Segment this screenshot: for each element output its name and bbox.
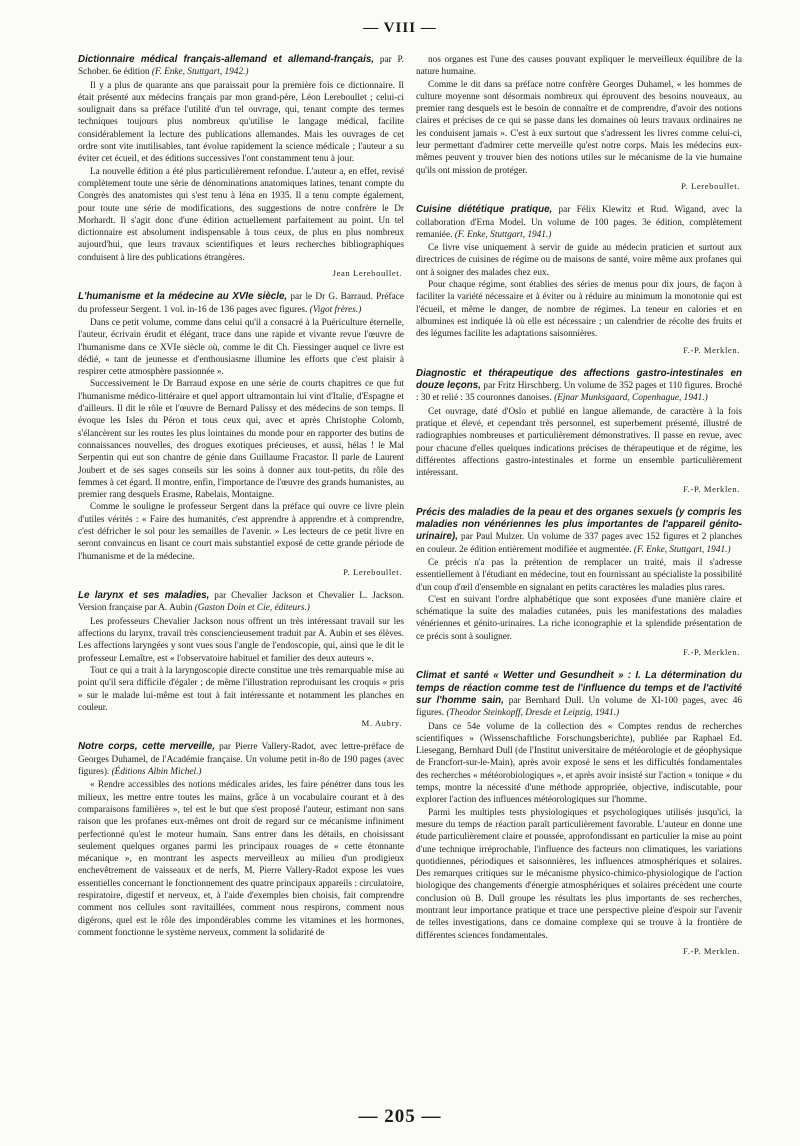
review-title: L'humanisme et la médecine au XVIe siècle,	[78, 291, 288, 303]
review-publisher: (Gaston Doin et Cie, éditeurs.)	[192, 603, 310, 614]
review-details: par Bernhard Dull. Un volume de XI-100 pages, avec 46 figures.	[416, 695, 742, 719]
reviewer-signature: M. Aubry.	[361, 718, 402, 729]
review-heading	[78, 590, 404, 615]
review-publisher: (Ejnar Munksgaard, Copenhague, 1941.)	[551, 393, 708, 404]
review-paragraph: Ce précis n'a pas la prétention de remplacer un traité, mais il s'adresse essentiellement à l'étudiant en médecine, tout en fournissant au spécialiste la possibilité d'un coup d'œil d'ensemble en signalant en petits caractères les maladies plus rares.	[416, 557, 742, 593]
review-details: par Fritz Hirschberg. Un volume de 352 pages et 110 figures. Broché : 30 et relié : 35 couronnes danoises.	[416, 381, 742, 404]
reviewer-signature: Jean Lereboullet.	[332, 268, 402, 279]
reviewer-signature: F.-P. Merklen.	[683, 945, 740, 956]
book-review	[416, 54, 742, 192]
review-paragraph: Les professeurs Chevalier Jackson nous offrent un très intéressant travail sur les affections du larynx, travail très consciencieusement traduit par A. Aubin et ses élèves. Les affections laryngées y sont vues sous l'angle de l'endoscopie, qui, ainsi que le dit le professeur Lemaître, est « l'observatoire habituel et familier des deux auteurs ».	[78, 616, 404, 664]
review-paragraph: Parmi les multiples tests physiologiques et psychologiques utilisés jusqu'ici, la mesure du temps de réaction paraît particulièrement favorable. L'auteur en donne une étude particulièrement claire et poussée, approfondissant en particulier la mise au point d'une technique irréprochable, l'influence des facteurs non climatiques, les variations quotidiennes, périodiques et saisonnières, les influences atmosphériques et solaires. Des remarques critiques sur le mécanisme physico-chimico-physiologique de l'action biologique des changements d'énergie atmosphériques et solaires précèdent une courte conclusion où B. Dull groupe les résultats les plus importants de ses recherches, montrant leur importance pratique et trace une perspective pleine d'espoir sur l'avenir de telles investigations, dans ce domaine complexe qui se trouve à la frontière de différentes sciences fondamentales.	[416, 807, 742, 941]
reviewer-signature: P. Lereboullet.	[681, 180, 740, 191]
review-details: par Félix Klewitz et Rud. Wigand, avec la collaboration d'Erna Model. Un volume de 100 pages. 3e édition, complètement remaniée.	[416, 205, 742, 240]
review-heading	[416, 507, 742, 556]
book-review	[416, 507, 742, 659]
book-review	[416, 204, 742, 356]
reviewer-signature: F.-P. Merklen.	[683, 483, 740, 494]
review-paragraph: Dans ce petit volume, comme dans celui qu'il a consacré à la Puériculture éternelle, l'auteur, écrivain érudit et élégant, trace dans une rapide et vivante revue l'œuvre de l'humanisme dans ce XVIe siècle où, comme le dit Ch. Fiessinger auquel ce livre est dédié, « tant de jeunesse et d'enthousiasme illumine les efforts que c'est plaisir à respirer cette atmosphère passionnée ».	[78, 317, 404, 378]
review-details: par Chevalier Jackson et Chevalier L. Jackson. Version française par A. Aubin	[78, 591, 404, 614]
review-publisher: (Vigot frères.)	[307, 304, 362, 315]
book-review	[78, 291, 404, 578]
review-title: Climat et santé « Wetter und Gesundheit » : I. La détermination du temps de réaction comme test de l'influence du temps et de l'activité sur l'homme sain,	[416, 670, 742, 706]
review-heading	[416, 670, 742, 719]
book-review	[78, 741, 404, 939]
review-heading	[416, 368, 742, 405]
review-details: par Paul Mulzer. Un volume de 337 pages avec 152 figures et 2 planches en couleur. 2e édition entièrement modifiée et augmentée.	[416, 532, 742, 555]
review-details: par P. Schober. 6e édition	[78, 55, 404, 78]
review-publisher: (F. Enke, Stuttgart, 1941.)	[452, 229, 552, 240]
review-heading	[78, 741, 404, 778]
reviewer-signature: F.-P. Merklen.	[683, 344, 740, 355]
page-header: — VIII —	[363, 20, 437, 36]
review-paragraph: « Rendre accessibles des notions médicales arides, les faire pénétrer dans tous les milieux, les mettre entre toutes les mains, grâce à un vocabulaire courant et à des comparaisons familières », tel est le but que s'est proposé l'auteur, estimant non sans raison que les profanes eux-mêmes ont droit de regard sur ce mécanisme infiniment perfectionné qu'est le moteur humain. Sans entrer dans les détails, en choisissant seulement quelques organes parmi les principaux rouages de « cette étonnante mécanique », en montrant les aspects merveilleux au milieu d'un prodigieux enchevêtrement de vaisseaux et de nerfs, M. Pierre Vallery-Radot expose les vues essentielles concernant le fonctionnement des quatre principaux appareils : circulatoire, respiratoire, digestif et nerveux, et, à l'aide d'exemples bien choisis, fait comprendre comment nos cellules sont ravitaillées, comment nous respirons, comment nous digérons, quel est le rôle des impondérables comme les vitamines et les hormones, comment fonctionne le système nerveux, comment la solidarité de	[78, 780, 404, 938]
page-number: — 205 —	[358, 1106, 442, 1127]
book-review	[416, 368, 742, 495]
review-heading	[78, 54, 404, 79]
review-details: par le Dr G. Barraud. Préface du professeur Sergent. 1 vol. in-16 de 136 pages avec figures.	[78, 292, 404, 315]
book-review	[78, 590, 404, 729]
review-paragraph: Tout ce qui a trait à la laryngoscopie directe constitue une très remarquable mise au point qu'il sera difficile d'égaler ; de même l'illustration reproduisant les croquis « pris » sur le malade lui-même est tout à fait intéressante et notamment les planches en couleur.	[78, 665, 404, 713]
review-paragraph: C'est en suivant l'ordre alphabétique que sont exposées d'une manière claire et schématique la suite des maladies cutanées, puis les manifestations des maladies vénériennes et génito-urinaires. La riche iconographie et la splendide présentation de ce précis sont à souligner.	[416, 594, 742, 642]
review-paragraph: Comme le souligne le professeur Sergent dans la préface qui ouvre ce livre plein d'utiles vérités : « Faire des humanités, c'est apprendre à apprendre et à comprendre, c'est défricher le sol pour les semailles de l'avenir. » Les lecteurs de ce petit livre en seront convaincus en lisant ce court mais substantiel exposé de cette grande période de l'humanisme et de la médecine.	[78, 502, 404, 562]
review-paragraph: Comme le dit dans sa préface notre confrère Georges Duhamel, « les hommes de culture moyenne sont désormais nombreux qui éprouvent des besoins nouveaux, au premier rang desquels est le besoin de connaître et de comprendre, d'avoir des notions claires et précises de ce qui se passe dans les domaines où leurs travaux ordinaires ne les conduisent jamais ». C'est à eux surtout que s'adressent les livres comme celui-ci, leur permettant d'admirer cette merveille qu'est notre corps. Mais les médecins eux-mêmes peuvent y trouver bien des notions utiles sur le mécanisme de la vie humaine qu'ils ont mission de protéger.	[416, 79, 742, 176]
reviewer-signature: F.-P. Merklen.	[683, 647, 740, 658]
review-publisher: (F. Enke, Stuttgart, 1941.)	[631, 544, 731, 555]
reviewer-signature: P. Lereboullet.	[343, 566, 402, 577]
review-paragraph: nos organes est l'une des causes pouvant expliquer le merveilleux équilibre de la nature humaine.	[416, 55, 742, 78]
review-title: Cuisine diététique pratique,	[416, 204, 553, 216]
review-title: Précis des maladies de la peau et des organes sexuels (y compris les maladies non vénériennes les plus importantes de l'appareil génito-urinaire),	[416, 506, 742, 543]
review-publisher: (Theodor Steinkopff, Dresde et Leipzig, 1941.)	[444, 708, 620, 719]
review-title: Le larynx et ses maladies,	[78, 590, 210, 602]
review-paragraph: Successivement le Dr Barraud expose en une série de courts chapitres ce que fut l'humanisme médico-littéraire et quel apport ultramontain lui vint d'Italie, d'Espagne et d'ailleurs. Il dit le rôle et l'œuvre de Bernard Palissy et des médecins de son temps. Il évoque les Isles du Péron et tous ceux qui, avec et après Christophe Colomb, s'élancèrent sur les routes les plus lointaines du monde pour en rapporter des butins de connaissances nouvelles, des drogues exotiques précieuses, et aussi, hélas ! le Mal Serpentin qui eut son chantre de génie dans Guillaume Fracastor. Il parle de Laurent Joubert et de ses sages conseils sur les soins à donner aux tout-petits, du rôle des femmes à cet égard. Il montre, enfin, l'importance de l'œuvre des grands humanistes, au premier rang desquels Erasme, Rabelais, Montaigne.	[78, 379, 404, 501]
review-paragraph: Pour chaque régime, sont établies des séries de menus pour dix jours, de façon à faciliter la variété nécessaire et à éviter ou à réduire au minimum la monotonie qui est l'écueil, et même le danger, de nombre de régimes. La teneur en calories et en albumines est indiquée là où elle est nécessaire ; un calendrier de récolte des fruits et des légumes facilite les adaptations saisonnières.	[416, 280, 742, 340]
review-details: par Pierre Vallery-Radot, avec lettre-préface de Georges Duhamel, de l'Académie française. Un volume petit in-8o de 190 pages (avec figures).	[78, 742, 404, 778]
review-paragraph: La nouvelle édition a été plus particulièrement refondue. L'auteur a, en effet, revisé complètement toute une série de dénominations anatomiques latines, tenant compte du Congrès des anatomistes qui s'est tenu à Iéna en 1935. Il a tenu compte également, pour toute une série de modifications, des suggestions de notre confrère le Dr Morhardt. Il s'agit donc d'une édition actuellement parfaitement au point. Un tel dictionnaire est absolument indispensable à tous ceux, de plus en plus nombreux aujourd'hui, que leurs travaux scientifiques et leurs recherches bibliographiques conduisent à lire des publications étrangères.	[78, 166, 404, 263]
review-heading	[78, 291, 404, 316]
review-title: Dictionnaire médical français-allemand et allemand-français,	[78, 54, 375, 65]
book-review	[416, 670, 742, 957]
review-heading	[416, 204, 742, 241]
right-column	[416, 54, 742, 1102]
review-paragraph: Il y a plus de quarante ans que paraissait pour la première fois ce dictionnaire. Il était présenté aux médecins français par mon grand-père, Léon Lereboullet ; celui-ci soulignait dans sa préface l'utilité d'un tel ouvrage, qui, tenant compte des termes techniques toujours plus nombreux qu'utilise le langage médical, facilite considérablement la lecture des publications allemandes. Mais les ouvrages de cet ordre sont vite inutilisables, tant évolue rapidement la science médicale ; l'auteur a su éviter cet écueil, et des éditions successives l'ont constamment tenu à jour.	[78, 80, 404, 165]
left-column	[78, 54, 404, 1099]
review-publisher: (Éditions Albin Michel.)	[109, 767, 202, 778]
review-title: Diagnostic et thérapeutique des affections gastro-intestinales en douze leçons,	[416, 367, 742, 392]
review-paragraph: Dans ce 54e volume de la collection des « Comptes rendus de recherches scientifiques » (Wissenschaftliche Forschungsberichte), publiée par Raphael Ed. Liesegang, Bernhard Dull (de l'Institut universitaire de météorologie et de géophysique de Francfort-sur-le-Main), après avoir exposé le sens et les difficultés fondamentales des recherches « météorobiologiques », et après avoir insisté sur l'action « tonique » du temps, montre la nécessité d'une méthode appropriée, objective, indiscutable, pour explorer l'action des influences météorologiques sur l'homme.	[416, 721, 742, 806]
review-publisher: (F. Enke, Stuttgart, 1942.)	[149, 67, 249, 78]
review-paragraph: Cet ouvrage, daté d'Oslo et publié en langue allemande, de caractère à la fois pratique et élevé, et cependant très personnel, est superbement présenté, illustré de radiographies nombreuses et particulièrement démonstratives. Il passe en revue, avec pour chacune d'elles quelques indications précises de thérapeutique et de régime, les différentes affections gastro-intestinales et forme un ensemble particulièrement intéressant.	[416, 406, 742, 479]
book-review	[78, 54, 404, 279]
review-paragraph: Ce livre vise uniquement à servir de guide au médecin praticien et surtout aux directrices de cuisines de régime ou de maisons de santé, voire même aux profanes qui ont à soigner des malades chez eux.	[416, 243, 742, 278]
review-title: Notre corps, cette merveille,	[78, 741, 215, 753]
